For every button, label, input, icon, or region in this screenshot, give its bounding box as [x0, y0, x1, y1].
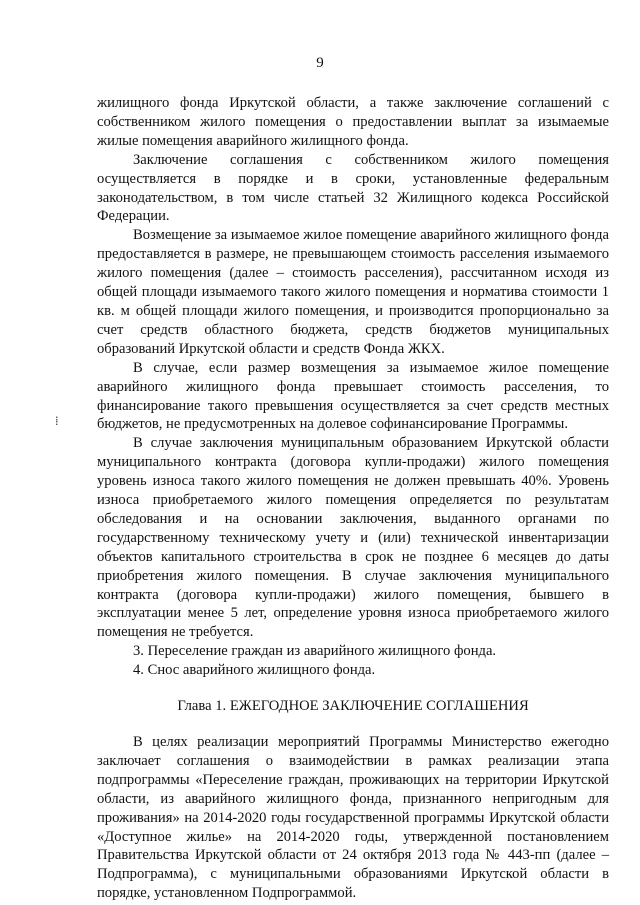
paragraph-compensation: Возмещение за изымаемое жилое помещение аварийного жилищного фонда предоставляется в размере, не превышающем стоимость расселения изымаемого жилого помещения (далее – стоимость расселения), рассчитанном исходя из общей площади изымаемого такого жилого помещения и норматива стоимости 1 кв. м общей площади жилого помещения, и производится пропорционально за счет средств областного бюджета, средств бюджетов муниципальных образований Иркутской области и средств Фонда ЖКХ. — [97, 227, 609, 357]
margin-mark: ⁞ — [55, 413, 59, 428]
paragraph-excess-financing: В случае, если размер возмещения за изымаемое жилое помещение аварийного жилищного фонда превышает стоимость расселения, то финансирование такого превышения осуществляется за счет средств местных бюджетов, не предусмотренных на долевое софинансирование Программы. — [97, 359, 609, 433]
paragraph-continuation: жилищного фонда Иркутской области, а также заключение соглашений с собственником жилого помещения о предоставлении выплат за изымаемые жилые помещения аварийного жилищного фонда. — [97, 95, 609, 149]
chapter-heading: Глава 1. ЕЖЕГОДНОЕ ЗАКЛЮЧЕНИЕ СОГЛАШЕНИЯ — [177, 698, 529, 715]
document-body — [97, 94, 609, 903]
page-number: 9 — [316, 55, 324, 71]
paragraph-agreement-conclusion: Заключение соглашения с собственником жилого помещения осуществляется в порядке и в сроки, установленные федеральным законодательством, в том числе статьей 32 Жилищного кодекса Российской Федерации. — [97, 151, 609, 225]
paragraph-municipal-contract: В случае заключения муниципальным образованием Иркутской области муниципального контракта (договора купли-продажи) жилого помещения уровень износа такого жилого помещения не должен превышать 40%. Уровень износа приобретаемого жилого помещения определяется по результатам обследования и на основании заключения, выданного органами по государственному техническому учету и (или) технической инвентаризации объектов капитального строительства в срок не позднее 6 месяцев до даты приобретения жилого помещения. В случае заключения муниципального контракта (договора купли-продажи) жилого помещения, бывшего в эксплуатации менее 5 лет, определение уровня износа приобретаемого жилого помещения не требуется. — [97, 435, 609, 641]
paragraph-annual-agreement: В целях реализации мероприятий Программы Министерство ежегодно заключает соглашения о взаимодействии в рамках реализации этапа подпрограммы «Переселение граждан, проживающих на территории Иркутской области, из аварийного жилищного фонда, признанного непригодным для проживания» на 2014-2020 годы государственной программы Иркутской области «Доступное жилье» на 2014-2020 годы, утвержденной постановлением Правительства Иркутской области от 24 октября 2013 года № 443-пп (далее – Подпрограмма), с муниципальными образованиями Иркутской области в порядке, установленном Подпрограммой. — [97, 734, 609, 902]
list-item-demolition: 4. Снос аварийного жилищного фонда. — [133, 662, 376, 679]
list-item-resettlement: 3. Переселение граждан из аварийного жилищного фонда. — [133, 643, 497, 660]
